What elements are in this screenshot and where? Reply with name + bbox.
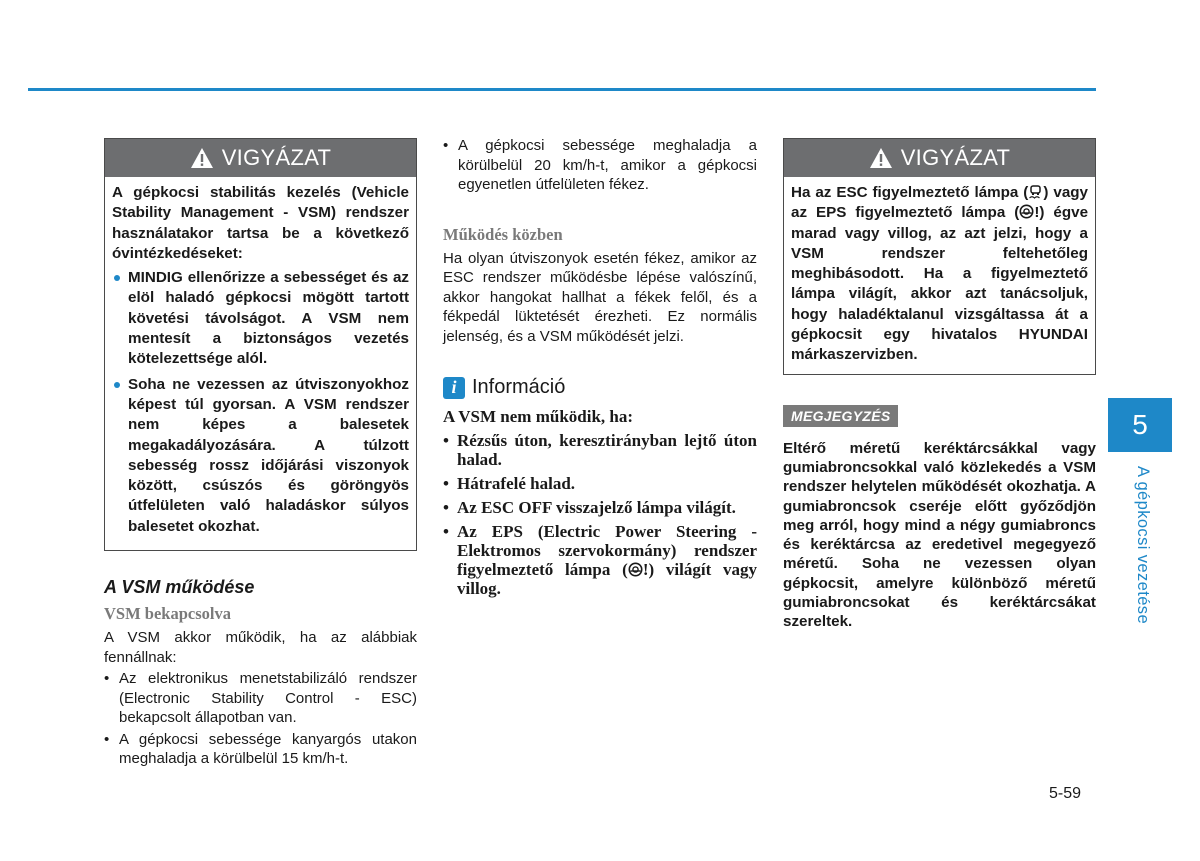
- info-item-text-after: !) világít vagy villog.: [457, 560, 757, 598]
- warning-item: MINDIG ellenőrizze a sebességet és az elöl haladó gépkocsi mögött tartott követési távolságot. A VSM nem mentesít a biztonságos vezetés kötelezettsége alól.: [112, 268, 409, 369]
- info-icon: i: [443, 377, 465, 399]
- info-list: [443, 431, 757, 598]
- warning-box-left: [104, 138, 417, 551]
- warning-text-part3: !) égve marad vagy villog, az azt jelzi, hogy a VSM rendszer feltehetőleg meghibásodott. Ha a figyelmeztető lámpa világít, akkor azt tanácsoljuk, hogy haladéktalanul vizsgáltassa át a gépkocsit egy hivatalos HYUNDAI márkaszervizben.: [791, 204, 1089, 364]
- sub-title-operation: Működés közben: [443, 224, 563, 244]
- middle-column: [443, 136, 757, 603]
- body-operation: Ha olyan útviszonyok esetén fékez, amikor az ESC rendszer működésbe lépése valószínű, akkor hangokat hallhat a fékek felől, és a fékpedál lüktetését érezheti. Ez normális jelenség, és a VSM működését jelzi.: [443, 249, 757, 345]
- conditions-list: [104, 669, 417, 769]
- info-item: • Az ESC OFF visszajelző lámpa világít.: [443, 498, 757, 517]
- warning-box-right: [783, 138, 1096, 375]
- list-item: • A gépkocsi sebessége meghaladja a körülbelül 20 km/h-t, amikor a gépkocsi egyenetlen útfelületen fékez.: [443, 136, 757, 195]
- list-item: • Az elektronikus menetstabilizáló rendszer (Electronic Stability Control - ESC) bekapcsolt állapotban van.: [104, 669, 417, 728]
- note-body: Eltérő méretű keréktárcsákkal vagy gumiabroncsokkal való közlekedés a VSM rendszer helytelen működését okozhatja. A gumiabroncsok cseréje előtt győződjön meg arról, hogy mind a négy gumiabroncs és keréktárcsa az eredetivel megegyező méretű. Soha ne vezessen olyan gépkocsit, amelyre különböző méretű gumiabroncsokat és keréktárcsákat szereltek.: [783, 439, 1096, 631]
- warning-item: Soha ne vezessen az útviszonyokhoz képest túl gyorsan. A VSM rendszer nem képes a balesetek megakadályozására. A túlzott sebesség rossz időjárási viszonyok között, csúszós és göröngyös útfelületen való haladáskor súlyos balesetet okozhat.: [112, 375, 409, 537]
- warning-list-left: [112, 268, 409, 537]
- warning-header-right: [784, 139, 1095, 177]
- eps-warning-icon: [628, 562, 643, 577]
- top-rule: [28, 88, 1096, 91]
- chapter-tab: 5: [1108, 398, 1172, 452]
- warning-triangle-icon: [190, 147, 214, 169]
- warning-triangle-icon: [869, 147, 893, 169]
- left-column: [104, 138, 417, 771]
- note-badge: MEGJEGYZÉS: [783, 405, 898, 427]
- info-title: Információ: [472, 376, 566, 398]
- info-lead: A VSM nem működik, ha:: [443, 407, 634, 426]
- sub-title-vsm-on: VSM bekapcsolva: [104, 604, 231, 624]
- eps-warning-icon: [1019, 204, 1034, 219]
- right-column: [783, 138, 1096, 632]
- warning-text-part2: ) vagy az EPS figyelmeztető lámpa (: [791, 184, 1088, 222]
- warning-body-right: [784, 177, 1095, 374]
- info-item: [443, 522, 757, 598]
- warning-header-left: [105, 139, 416, 177]
- warning-body-left: [105, 177, 416, 550]
- conditions-list-continued: [443, 136, 757, 195]
- section-title-vsm: A VSM működése: [104, 577, 255, 598]
- esc-warning-icon: [1028, 184, 1043, 199]
- info-item: • Hátrafelé halad.: [443, 474, 757, 493]
- info-item-text-before: Az EPS (Electric Power Steering - Elektromos szervokormány) rendszer figyelmeztető lámpa (: [457, 522, 757, 579]
- list-item: • A gépkocsi sebessége kanyargós utakon meghaladja a körülbelül 15 km/h-t.: [104, 730, 417, 769]
- body-vsm-on: A VSM akkor működik, ha az alábbiak fennállnak:: [104, 629, 417, 666]
- warning-intro: A gépkocsi stabilitás kezelés (Vehicle Stability Management - VSM) rendszer használatakor tartsa be a következő óvintézkedéseket:: [112, 184, 409, 262]
- warning-title-left: VIGYÁZAT: [221, 145, 332, 170]
- chapter-label: A gépkocsi vezetése: [1134, 466, 1152, 625]
- warning-text-part1: Ha az ESC figyelmeztető lámpa (: [791, 184, 1029, 201]
- warning-text-right: [791, 183, 1088, 366]
- info-item: • Rézsűs úton, keresztirányban lejtő úton halad.: [443, 431, 757, 469]
- warning-title-right: VIGYÁZAT: [900, 145, 1011, 170]
- info-header: [443, 376, 757, 399]
- page-number: 5-59: [1049, 785, 1082, 802]
